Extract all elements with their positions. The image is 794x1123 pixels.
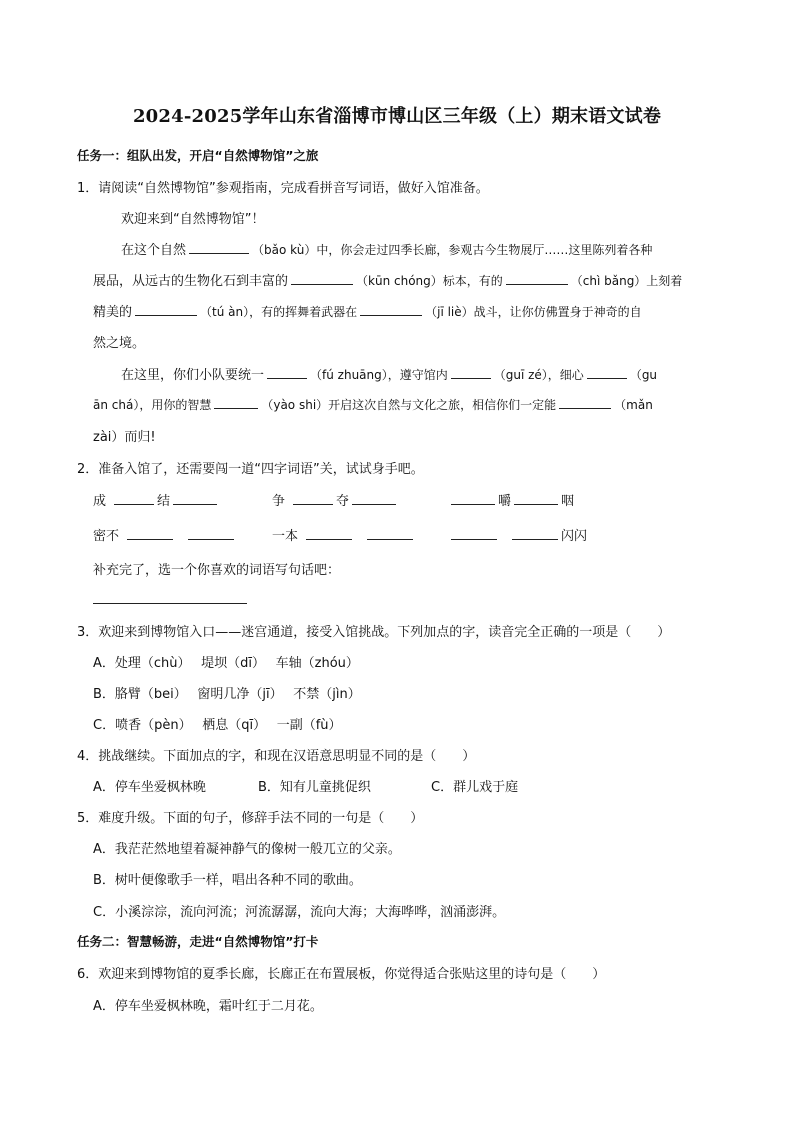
q5-option-b[interactable]: B．树叶便像歌手一样，唱出各种不同的歌曲。 [93,873,362,888]
sentence-answer-line[interactable] [93,603,247,604]
pinyin-hint: （tú àn），有的挥舞着武器在 [200,305,358,319]
answer-blank[interactable] [127,526,173,540]
pinyin-hint: （yào shi）开启这次自然与文化之旅，相信你们一定能 [261,398,557,412]
q1-welcome: 欢迎来到“自然博物馆”！ [121,212,265,227]
pinyin-hint: （mǎn [614,398,653,412]
pinyin-hint: （jī liè）战斗，让你仿佛置身于神奇的自 [425,305,642,319]
answer-blank[interactable] [360,302,422,316]
answer-blank[interactable] [512,526,558,540]
answer-blank[interactable] [451,491,495,505]
answer-blank[interactable] [293,491,333,505]
q5-option-a[interactable]: A．我茫茫然地望着凝神静气的像树一般兀立的父亲。 [93,842,401,857]
q4-option-a[interactable]: A．停车坐爱枫林晚 [93,780,206,795]
q4-option-b[interactable]: B．知有儿童挑促织 [258,780,371,795]
q3-stem: 3．欢迎来到博物馆入口——迷宫通道，接受入馆挑战。下列加点的字，读音完全正确的一项是（ ） [77,625,671,640]
q1-paragraph2-line2 [93,395,653,413]
q5-option-c[interactable]: C．小溪淙淙，流向河流；河流潺潺，流向大海；大海哗哗，汹涌澎湃。 [93,905,506,920]
q1-text: 精美的 [93,305,133,320]
answer-blank[interactable] [514,491,558,505]
q3-option-c[interactable]: C．喷香（pèn） 栖息（qī） 一副（fù） [93,718,342,733]
answer-blank[interactable] [451,526,497,540]
q1-text: 在这里，你们小队要统一 [121,368,265,383]
idiom-item-6: 闪闪 [448,525,587,544]
q1-paragraph2-line1 [121,364,657,383]
q1-paragraph1-line4: 然之境。 [93,336,146,351]
idiom-item-3: 嚼 咽 [448,490,574,509]
q1-paragraph2-line3: zài）而归! [93,430,156,445]
q1-paragraph1-line1 [121,239,652,258]
q3-option-b[interactable]: B．胳臂（bei） 窗明几净（jī） 不禁（jìn） [93,687,361,702]
q1-text: 在这个自然 [121,243,187,258]
answer-blank[interactable] [367,526,413,540]
q3-option-a[interactable]: A．处理（chù） 堤坝（dī） 车轴（zhóu） [93,656,359,671]
answer-blank[interactable] [587,365,627,379]
answer-blank[interactable] [352,491,396,505]
idiom-item-1: 成 结 [93,490,220,509]
pinyin-hint: （guī zé），细心 [493,368,584,382]
q6-option-a[interactable]: A．停车坐爱枫林晚，霜叶红于二月花。 [93,999,323,1014]
answer-blank[interactable] [189,240,249,254]
q1-text: 展品，从远古的生物化石到丰富的 [93,274,289,289]
answer-blank[interactable] [135,302,197,316]
answer-blank[interactable] [306,526,352,540]
task1-heading: 任务一：组队出发，开启“自然博物馆”之旅 [77,148,319,163]
answer-blank[interactable] [506,271,568,285]
page-title: 2024-2025学年山东省淄博市博山区三年级（上）期末语文试卷 [132,106,662,127]
answer-blank[interactable] [267,365,307,379]
task2-heading: 任务二：智慧畅游，走进“自然博物馆”打卡 [77,934,319,949]
q4-stem: 4．挑战继续。下面加点的字，和现在汉语意思明显不同的是（ ） [77,749,476,764]
pinyin-hint: （chì bǎng）上刻着 [570,274,683,288]
q5-stem: 5．难度升级。下面的句子，修辞手法不同的一句是（ ） [77,811,424,826]
idiom-item-2: 争 夺 [272,490,399,509]
q1-stem: 1．请阅读“自然博物馆”参观指南，完成看拼音写词语，做好入馆准备。 [77,181,489,196]
answer-blank[interactable] [559,395,611,409]
answer-blank[interactable] [173,491,217,505]
q6-stem: 6．欢迎来到博物馆的夏季长廊，长廊正在布置展板，你觉得适合张贴这里的诗句是（ ） [77,967,606,982]
q2-stem: 2．准备入馆了，还需要闯一道“四字词语”关，试试身手吧。 [77,462,424,477]
q1-paragraph1-line2 [93,270,682,289]
q2-follow: 补充完了，选一个你喜欢的词语写句话吧： [93,563,341,578]
idiom-item-5: 一本 [272,525,416,544]
idiom-item-4: 密不 [93,525,237,544]
pinyin-hint: ān chá），用你的智慧 [93,398,212,412]
pinyin-hint: （gu [629,368,658,382]
answer-blank[interactable] [214,395,258,409]
answer-blank[interactable] [114,491,154,505]
pinyin-hint: （fú zhuāng），遵守馆内 [310,368,448,382]
answer-blank[interactable] [451,365,491,379]
answer-blank[interactable] [291,271,353,285]
pinyin-hint: （bǎo kù）中，你会走过四季长廊，参观古今生物展厅……这里陈列着各种 [252,243,653,257]
answer-blank[interactable] [188,526,234,540]
pinyin-hint: （kūn chóng）标本，有的 [356,274,503,288]
q1-paragraph1-line3 [93,301,642,320]
q4-option-c[interactable]: C．群儿戏于庭 [431,780,519,795]
